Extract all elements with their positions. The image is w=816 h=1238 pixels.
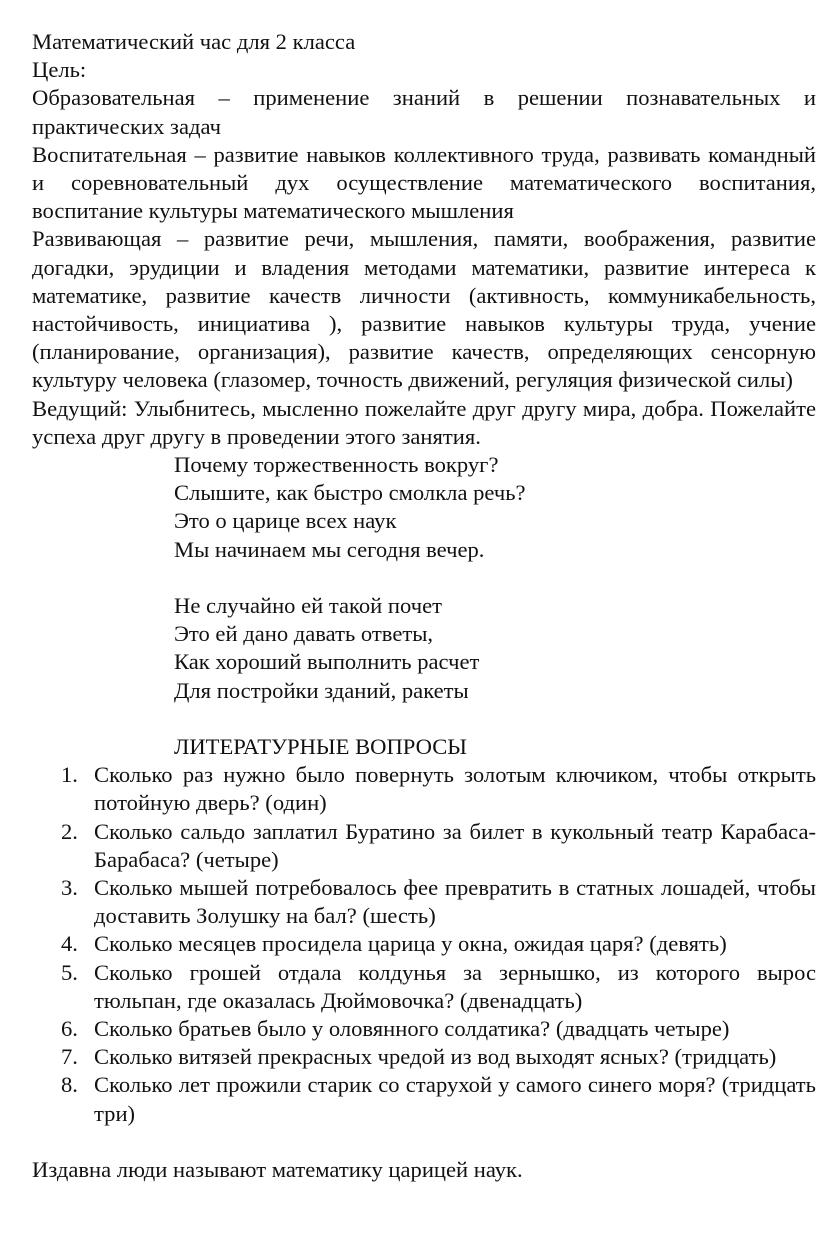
question-text: Сколько грошей отдала колдунья за зернышко, из которого вырос тюльпан, где оказалась Дюймовочка? (двенадцать) [94,959,816,1013]
question-text: Сколько сальдо заплатил Буратино за билет в кукольный театр Карабаса-Барабаса? (четыре) [94,818,816,872]
list-item [32,959,816,1015]
question-text: Сколько витязей прекрасных чредой из вод выходят ясных? (тридцать) [94,1044,777,1070]
question-text: Сколько раз нужно было повернуть золотым ключиком, чтобы открыть потойную дверь? (один) [94,762,816,816]
poem-line: Это ей дано давать ответы, [174,621,434,647]
list-item [32,1015,816,1043]
list-number: 2. [61,818,78,844]
poem-line: Это о царице всех наук [174,508,397,534]
list-number: 5. [61,959,78,985]
poem-line: Не случайно ей такой почет [174,593,442,619]
poem-line: Как хороший выполнить расчет [174,649,480,675]
list-number: 7. [61,1044,78,1070]
question-text: Сколько месяцев просидела царица у окна, ожидая царя? (девять) [94,931,727,957]
list-number: 6. [61,1016,78,1042]
blank-line [32,705,816,733]
closing-line: Издавна люди называют математику царицей наук. [32,1157,523,1183]
list-number: 1. [61,762,78,788]
list-item [32,1071,816,1127]
list-item [32,1043,816,1071]
list-item [32,874,816,930]
paragraph-upbringing: Воспитательная – развитие навыков коллективного труда, развивать командный и соревновательный дух осуществление математического воспитания, воспитание культуры математического мышления [32,141,816,224]
document-title: Математический час для 2 класса [32,29,356,54]
poem-line: Мы начинаем мы сегодня вечер. [174,536,485,562]
list-item [32,930,816,958]
poem-stanza-2 [32,592,816,705]
poem-line: Для постройки зданий, ракеты [174,677,469,703]
questions-list [32,761,816,1128]
question-text: Сколько братьев было у оловянного солдатика? (двадцать четыре) [94,1016,730,1042]
list-number: 3. [61,875,78,901]
blank-line [32,564,816,592]
list-number: 8. [61,1072,78,1098]
poem-line: Почему торжественность вокруг? [174,452,499,478]
blank-line [32,1128,816,1156]
goal-label: Цель: [32,57,87,83]
paragraph-developing: Развивающая – развитие речи, мышления, памяти, воображения, развитие догадки, эрудиции и владения методами математики, развитие интереса к математике, развитие качеств личности (активность, коммуникабельность, настойчивость, инициатива ), развитие навыков культуры труда, учение (планирование, организация), развитие качеств, определяющих сенсорную культуру человека (глазомер, точность движений, регуляция физической силы) [32,226,816,393]
section-heading: ЛИТЕРАТУРНЫЕ ВОПРОСЫ [174,734,467,760]
question-text: Сколько мышей потребовалось фее превратить в статных лошадей, чтобы доставить Золушку на бал? (шесть) [94,875,816,929]
list-number: 4. [61,931,78,957]
document-page [32,28,816,1184]
poem-stanza-1 [32,451,816,564]
paragraph-educational: Образовательная – применение знаний в решении познавательных и практических задач [32,85,816,139]
list-item [32,761,816,817]
list-item [32,818,816,874]
poem-line: Слышите, как быстро смолкла речь? [174,480,526,506]
question-text: Сколько лет прожили старик со старухой у самого синего моря? (тридцать три) [94,1072,816,1126]
paragraph-host: Ведущий: Улыбнитесь, мысленно пожелайте друг другу мира, добра. Пожелайте успеха друг другу в проведении этого занятия. [32,395,816,449]
